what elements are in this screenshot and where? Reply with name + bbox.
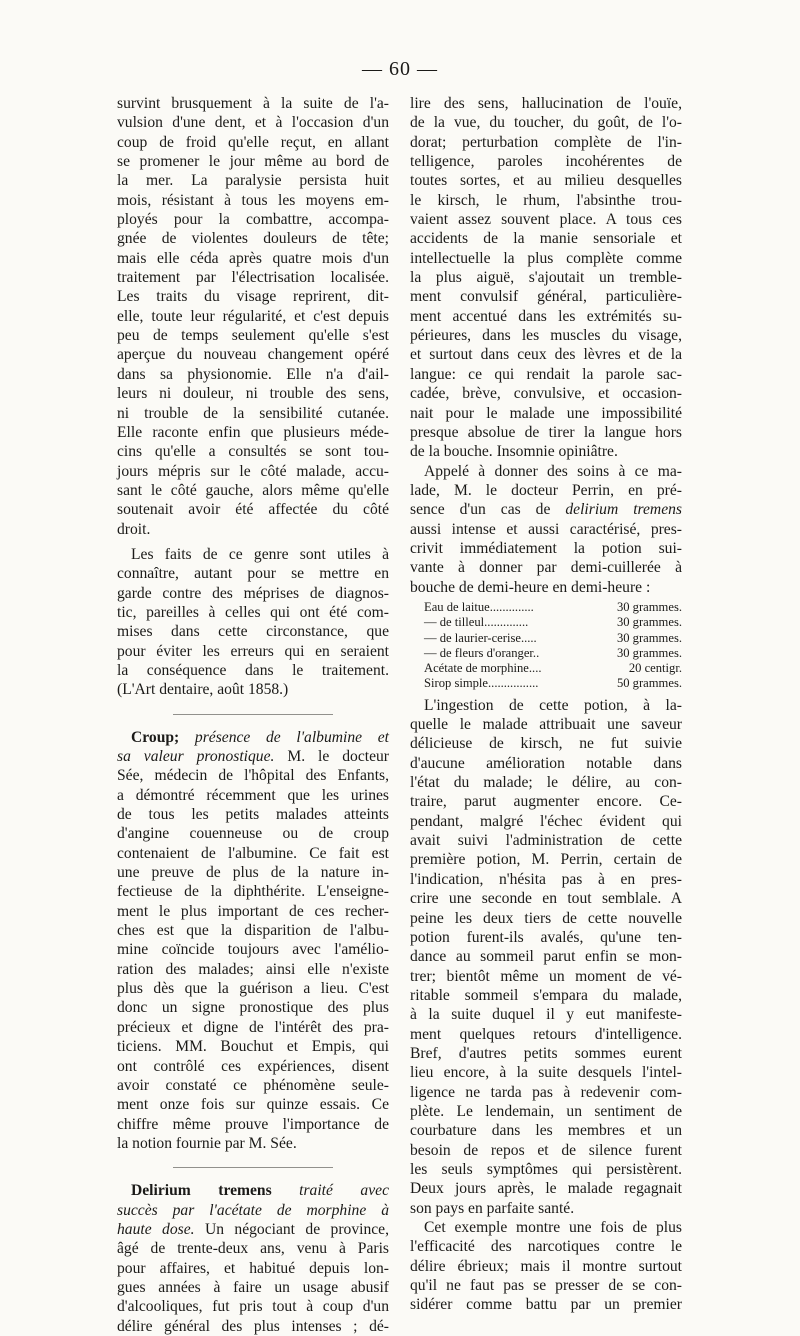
text-line: Les traits du visage reprirent, dit- [117, 288, 389, 306]
text-line: L'ingestion de cette potion, à la- [424, 696, 682, 714]
text-line: se promener le jour même au bord de [117, 153, 389, 171]
text-line: bouche de demi-heure en demi-heure : [410, 578, 651, 596]
text-line: Elle raconte enfin que plusieurs méde- [117, 423, 389, 441]
right-para-2b-pre: sence d'un cas de [410, 501, 551, 519]
text-line: avait suivi l'administration de cette [410, 832, 682, 850]
text-line: vaient assez souvent place. A tous ces [410, 211, 682, 229]
text-line: soutenait avoir été affectée du côté [117, 501, 389, 519]
text-line: d'alcooliques, fut pris tout à coup d'un [117, 1298, 389, 1316]
text-line: quelle le malade attribuait une saveur [410, 716, 682, 734]
text-line: droit. [117, 520, 151, 538]
text-line: dans sa physionomie. Elle n'a d'ail- [117, 365, 389, 383]
croup-subtitle-b: sa valeur pronostique. [117, 748, 275, 765]
text-line: trer; bientôt même un moment de vé- [410, 967, 682, 985]
text-line: sant le côté gauche, alors même qu'elle [117, 481, 389, 499]
delirium-first-rest: Un négociant de province, [204, 1220, 389, 1238]
text-line: Les faits de ce genre sont utiles à [131, 545, 389, 563]
text-line: à la suite duquel il y eut manifeste- [410, 1006, 682, 1024]
text-line: d'aucune amélioration notable dans [410, 754, 682, 772]
text-line: gues années à faire un usage abusif [117, 1278, 389, 1296]
text-line: mine coïncide toujours avec l'amélio- [117, 941, 389, 959]
text-line: presque absolue de tirer la langue hors [410, 423, 682, 441]
text-line: ni trouble de la sensibilité cutanée. [117, 404, 389, 422]
ingredient-name: — de fleurs d'oranger.. [424, 645, 540, 660]
text-line: contenaient de l'albumine. Ce fait est [117, 844, 389, 862]
ingredient-quantity: 20 centigr. [628, 661, 682, 676]
text-line: ration des malades; ainsi elle n'existe [117, 960, 389, 978]
text-line: crivit immédiatement la potion sui- [410, 539, 682, 557]
right-para-3 [410, 696, 682, 1218]
text-line: la plus aiguë, s'ajoutait un tremble- [410, 269, 682, 287]
text-line: de la bouche. Insomnie opiniâtre. [410, 443, 618, 461]
text-line: toutes sortes, et au milieu desquelles [410, 172, 682, 190]
text-line: (L'Art dentaire, août 1858.) [117, 681, 289, 699]
text-line: Appelé à donner des soins à ce ma- [424, 462, 682, 480]
text-line: mais elle céda après quatre mois d'un [117, 249, 389, 267]
text-line: telligence, paroles incohérentes de [410, 153, 682, 171]
delirium-heading: Delirium tremens [131, 1182, 272, 1200]
ingredient-name: Sirop simple................ [424, 676, 539, 691]
ingredient-quantity: 30 grammes. [616, 599, 682, 614]
text-line: besoin de repos et de silence furent [410, 1141, 682, 1159]
text-line: délicieuse de kirsch, ne fut suivie [410, 735, 682, 753]
text-line: âgé de trente-deux ans, venu à Paris [117, 1240, 389, 1258]
text-line: le kirsch, le rhum, l'absinthe trou- [410, 191, 682, 209]
delirium-subtitle-b: succès par l'acétate de morphine à [117, 1201, 389, 1219]
prescription-row [424, 661, 682, 676]
text-line: ritable sommeil s'empara du malade, [410, 986, 682, 1004]
right-para-2c [410, 520, 682, 597]
text-line: ment le plus important de ces recher- [117, 902, 389, 920]
text-line: cadée, brève, convulsive, et occasion- [410, 385, 682, 403]
prescription-row [424, 676, 682, 691]
prescription-row [424, 600, 682, 615]
text-line: aussi intense et aussi caractérisé, pres- [410, 520, 682, 538]
text-line: ment quelques retours d'intelligence. [410, 1025, 682, 1043]
text-line: délire ébrieux; mais il montre surtout [410, 1257, 682, 1275]
text-line: pendant, malgré l'échec évident qui [410, 812, 682, 830]
ingredient-quantity: 30 grammes. [616, 630, 682, 645]
prescription-row [424, 646, 682, 661]
text-line: mois, résistant à tous les moyens em- [117, 191, 389, 209]
text-line: la mer. La paralysie persista huit [117, 172, 389, 190]
left-para-2 [117, 545, 389, 700]
text-line: a démontré récemment que les urines [117, 786, 389, 804]
text-line: périeures, dans les muscles du visage, [410, 327, 682, 345]
right-para-2a [410, 462, 682, 501]
text-line: délire général des plus intenses ; dé- [117, 1317, 389, 1335]
delirium-subtitle-c: haute dose. [117, 1220, 195, 1238]
right-para-2 [410, 462, 682, 597]
right-para-4 [410, 1218, 682, 1315]
ingredient-name: — de laurier-cerise..... [424, 630, 537, 645]
right-para-2b-italic: delirium tremens [565, 501, 682, 519]
ingredient-name: Acétate de morphine.... [424, 661, 542, 676]
text-line: traitement par l'électrisation localisée. [117, 269, 389, 287]
text-line: ligence ne tarda pas à redevenir com- [410, 1083, 682, 1101]
text-line: sidérer comme battu par un premier [410, 1296, 682, 1314]
text-line: de la vue, du toucher, du goût, de l'o- [410, 114, 682, 132]
section-divider [173, 1167, 333, 1168]
text-line: ticiens. MM. Bouchut et Empis, qui [117, 1038, 389, 1056]
croup-body [117, 766, 389, 1153]
delirium-subtitle-a: traité avec [299, 1182, 389, 1200]
ingredient-quantity: 50 grammes. [616, 676, 682, 691]
croup-heading: Croup; [131, 728, 180, 746]
left-column [117, 94, 389, 1336]
text-line: pour éviter les erreurs qui en seraient [117, 642, 389, 660]
text-line: elle, toute leur régularité, et c'est depuis [117, 307, 389, 325]
ingredient-quantity: 30 grammes. [616, 615, 682, 630]
croup-first-rest: M. le docteur [287, 748, 389, 765]
text-line: aperçue du nouveau changement opéré [117, 346, 389, 364]
text-line: vulsion d'une dent, et à l'occasion d'un [117, 114, 389, 132]
text-line: ment accentué dans les extrémités su- [410, 307, 682, 325]
text-line: dance au sommeil parut enfin se mon- [410, 948, 682, 966]
text-line: ont contrôlé ces expériences, disent [117, 1057, 389, 1075]
text-line: lieu encore, à la suite desquels l'intel- [410, 1064, 682, 1082]
text-line: la conséquence dans le traitement. [117, 661, 389, 679]
text-line: langue: ce qui rendait la parole sac- [410, 365, 682, 383]
croup-subtitle-a: présence de l'albumine et [194, 728, 389, 746]
text-line: lire des sens, hallucination de l'ouïe, [410, 95, 682, 112]
text-line: traire, parut augmenter encore. Ce- [410, 793, 682, 811]
text-line: tic, pareilles à celles qui ont été com- [117, 603, 389, 621]
text-line: ment onze fois sur quinze essais. Ce [117, 1096, 389, 1114]
text-line: son pays en parfaite santé. [410, 1199, 575, 1217]
text-line: courbature dans les membres et un [410, 1122, 682, 1140]
text-line: survint brusquement à la suite de l'a- [117, 95, 389, 112]
text-line: garde contre des méprises de diagnos- [117, 584, 389, 602]
prescription-row [424, 615, 682, 630]
text-line: gnée de violentes douleurs de tête; [117, 230, 389, 248]
right-column [410, 94, 682, 1315]
text-line: Bref, d'autres petits sommes eurent [410, 1044, 682, 1062]
text-line: crire une seconde en tout semblale. A [410, 890, 682, 908]
text-line: les seuls symptômes qui persistèrent. [410, 1160, 682, 1178]
ingredient-name: Eau de laitue.............. [424, 599, 534, 614]
text-line: Cet exemple montre une fois de plus [424, 1219, 682, 1236]
text-line: qu'il ne faut pas se presser de se con- [410, 1277, 682, 1295]
right-para-1 [410, 94, 682, 462]
delirium-body [117, 1239, 389, 1336]
ingredient-quantity: 30 grammes. [616, 645, 682, 660]
text-line: accidents de la manie sensoriale et [410, 230, 682, 248]
text-line: peu de temps seulement qu'elle s'est [117, 327, 389, 345]
croup-article [117, 728, 389, 1154]
text-line: de tous les petits malades atteints [117, 806, 389, 824]
text-line: nait pour le malade une impossibilité [410, 404, 682, 422]
page-number: — 60 — [362, 58, 438, 80]
text-line: potion furent-ils avalés, qu'une ten- [410, 928, 682, 946]
text-line: avoir constaté ce phénomène seule- [117, 1076, 389, 1094]
text-line: d'angine couenneuse ou de croup [117, 825, 389, 843]
text-line: dorat; perturbation complète de l'in- [410, 133, 682, 151]
text-line: cins qu'elle a consultés se sont tou- [117, 443, 389, 461]
prescription-row [424, 631, 682, 646]
text-line: ches est que la disparition de l'albu- [117, 922, 389, 940]
section-divider [173, 714, 333, 715]
text-line: Sée, médecin de l'hôpital des Enfants, [117, 767, 389, 785]
text-line: ployés pour la combattre, accompa- [117, 211, 389, 229]
text-line: et surtout dans ceux des lèvres et de la [410, 346, 682, 364]
text-line: pour affaires, et habitué depuis lon- [117, 1259, 389, 1277]
prescription-list [424, 600, 682, 692]
ingredient-name: — de tilleul.............. [424, 615, 529, 630]
text-line: l'état du malade; le délire, au con- [410, 774, 682, 792]
left-para-1 [117, 94, 389, 539]
text-line: coup de froid qu'elle reçut, en allant [117, 133, 389, 151]
text-line: donc un signe pronostique des plus [117, 999, 389, 1017]
text-line: mises dans cette circonstance, que [117, 623, 389, 641]
text-line: plète. Le lendemain, un sentiment de [410, 1102, 682, 1120]
text-line: l'indication, n'hésita pas à en pres- [410, 870, 682, 888]
text-line: ment convulsif général, particulière- [410, 288, 682, 306]
text-line: vante à donner par demi-cuillerée à [410, 559, 682, 577]
text-line: Deux jours après, le malade regagnait [410, 1180, 682, 1198]
text-line: la notion fournie par M. Sée. [117, 1134, 297, 1152]
text-line: première potion, M. Perrin, certain de [410, 851, 682, 869]
text-line: jours mépris sur le côté malade, accu- [117, 462, 389, 480]
text-line: fectieuse de la diphthérite. L'enseigne- [117, 883, 389, 901]
text-line: chiffre même prouve l'importance de [117, 1115, 389, 1133]
text-line: lade, M. le docteur Perrin, en pré- [410, 481, 682, 499]
text-line: l'efficacité des narcotiques contre le [410, 1238, 682, 1256]
text-line: leurs ni douleur, ni trouble des sens, [117, 385, 389, 403]
delirium-article [117, 1181, 389, 1336]
text-line: une preuve de plus de la nature in- [117, 864, 389, 882]
text-line: connaître, autant pour se mettre en [117, 565, 389, 583]
text-line: peine les deux tiers de cette nouvelle [410, 909, 682, 927]
text-line: intellectuelle la plus complète comme [410, 249, 682, 267]
text-line: plus dès que la guérison a lieu. C'est [117, 980, 389, 998]
text-line: précieux et digne de l'intérêt des pra- [117, 1018, 389, 1036]
